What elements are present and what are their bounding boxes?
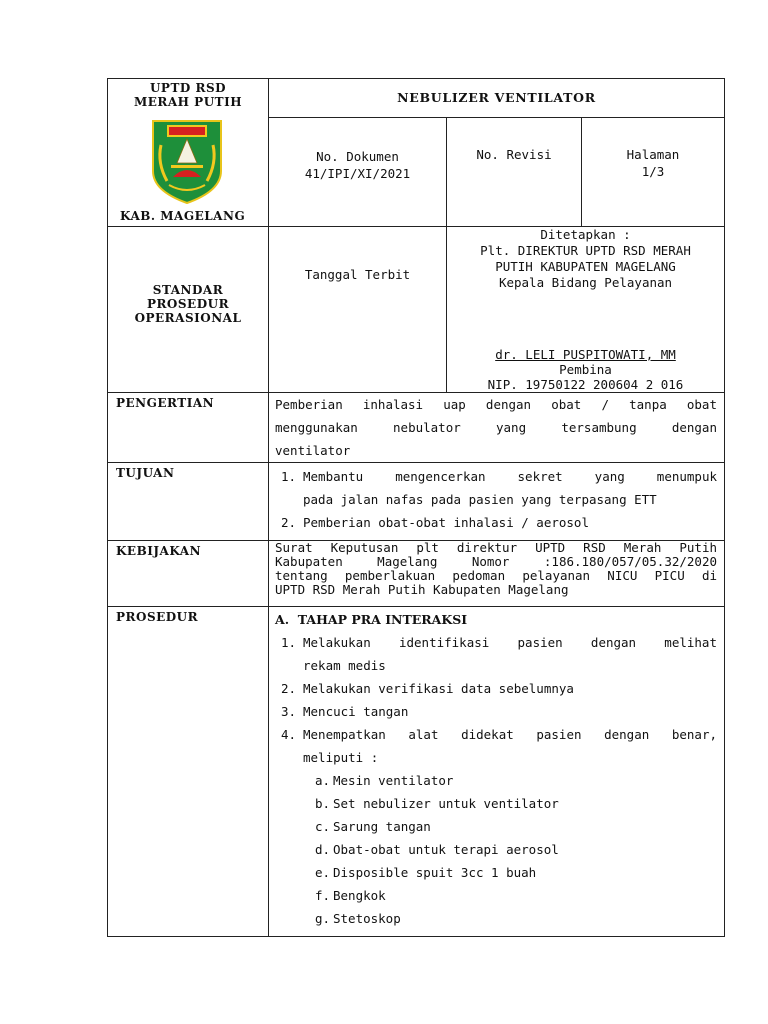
pengertian-line2: menggunakan nebulator yang tersambung dengan bbox=[275, 420, 717, 435]
section-letter: A. bbox=[275, 612, 290, 627]
doc-number-cell bbox=[269, 118, 447, 227]
list-item-line1: Pemberian obat-obat inhalasi / aerosol bbox=[303, 515, 589, 530]
prosedur-steps bbox=[275, 631, 717, 769]
approver-name: dr. LELI PUSPITOWATI, MM bbox=[495, 347, 676, 362]
section-heading bbox=[275, 609, 717, 631]
kebijakan-label: KEBIJAKAN bbox=[108, 541, 269, 607]
list-number: 1. bbox=[281, 635, 297, 650]
issue-date-cell bbox=[269, 227, 447, 393]
pengertian-label: PENGERTIAN bbox=[108, 393, 269, 463]
list-item bbox=[275, 815, 717, 838]
page-value: 1/3 bbox=[641, 164, 665, 179]
kebijakan-content bbox=[269, 541, 725, 607]
pengertian-content bbox=[269, 393, 725, 463]
list-item-text: Set nebulizer untuk ventilator bbox=[333, 796, 559, 811]
approver-position-line1: Plt. DIREKTUR UPTD RSD MERAH bbox=[480, 243, 691, 258]
list-letter: c. bbox=[315, 819, 331, 834]
approval-heading: Ditetapkan : bbox=[540, 227, 631, 242]
equipment-list bbox=[275, 769, 717, 930]
list-number: 4. bbox=[281, 727, 297, 742]
list-item bbox=[275, 907, 717, 930]
kebijakan-line2: Kabupaten Magelang Nomor :186.180/057/05.32/2020 bbox=[275, 554, 717, 569]
sop-label-line3: OPERASIONAL bbox=[134, 311, 242, 325]
approval-cell bbox=[447, 227, 725, 393]
prosedur-content bbox=[269, 607, 725, 937]
list-number: 1. bbox=[281, 469, 297, 484]
list-item-line1: Melakukan verifikasi data sebelumnya bbox=[303, 681, 574, 696]
list-item-line2: meliputi : bbox=[303, 750, 379, 765]
approver-rank: Pembina bbox=[559, 362, 612, 377]
doc-number-label: No. Dokumen bbox=[316, 149, 399, 164]
list-item-text: Bengkok bbox=[333, 888, 386, 903]
org-name-line1: UPTD RSD bbox=[149, 81, 227, 95]
tujuan-content bbox=[269, 463, 725, 541]
document-title: NEBULIZER VENTILATOR bbox=[269, 79, 725, 118]
list-number: 3. bbox=[281, 704, 297, 719]
list-item bbox=[275, 792, 717, 815]
list-item-line1: Membantu mengencerkan sekret yang menumpuk bbox=[303, 469, 717, 484]
list-item bbox=[275, 838, 717, 861]
sop-label-cell bbox=[108, 227, 269, 393]
list-item bbox=[275, 861, 717, 884]
list-item-text: Stetoskop bbox=[333, 911, 401, 926]
list-item bbox=[275, 700, 717, 723]
list-letter: f. bbox=[315, 888, 331, 903]
tujuan-label: TUJUAN bbox=[108, 463, 269, 541]
sop-table bbox=[107, 78, 725, 937]
list-letter: g. bbox=[315, 911, 331, 926]
list-item bbox=[275, 884, 717, 907]
list-letter: a. bbox=[315, 773, 331, 788]
kebijakan-line1: Surat Keputusan plt direktur UPTD RSD Merah Putih bbox=[275, 540, 717, 555]
list-item bbox=[275, 723, 717, 769]
issue-date-label: Tanggal Terbit bbox=[304, 267, 411, 282]
list-number: 2. bbox=[281, 681, 297, 696]
kebijakan-line4: UPTD RSD Merah Putih Kabupaten Magelang bbox=[275, 582, 569, 597]
revision-cell bbox=[447, 118, 582, 227]
pengertian-line3: ventilator bbox=[275, 443, 351, 458]
pengertian-line1: Pemberian inhalasi uap dengan obat / tanpa obat bbox=[275, 397, 717, 412]
list-letter: d. bbox=[315, 842, 331, 857]
list-item-text: Obat-obat untuk terapi aerosol bbox=[333, 842, 559, 857]
list-item bbox=[275, 631, 717, 677]
list-item-line1: Menempatkan alat didekat pasien dengan benar, bbox=[303, 727, 717, 742]
approver-nip: NIP. 19750122 200604 2 016 bbox=[487, 377, 684, 392]
section-title: TAHAP PRA INTERAKSI bbox=[297, 612, 468, 627]
sop-label-line1: STANDAR bbox=[152, 283, 224, 297]
list-item-line1: Melakukan identifikasi pasien dengan melihat bbox=[303, 635, 717, 650]
list-item-line2: pada jalan nafas pada pasien yang terpasang ETT bbox=[303, 492, 657, 507]
list-item bbox=[275, 769, 717, 792]
list-letter: e. bbox=[315, 865, 331, 880]
list-item bbox=[275, 465, 717, 511]
sop-document bbox=[107, 78, 724, 937]
revision-label: No. Revisi bbox=[476, 147, 552, 162]
list-item-line2: rekam medis bbox=[303, 658, 386, 673]
list-item bbox=[275, 511, 717, 534]
page-cell bbox=[582, 118, 725, 227]
prosedur-label: PROSEDUR bbox=[108, 607, 269, 937]
list-item-text: Sarung tangan bbox=[333, 819, 431, 834]
org-name bbox=[108, 81, 268, 109]
list-item bbox=[275, 677, 717, 700]
org-name-line2: MERAH PUTIH bbox=[133, 95, 243, 109]
sop-label-line2: PROSEDUR bbox=[146, 297, 230, 311]
list-item-line1: Mencuci tangan bbox=[303, 704, 409, 719]
kebijakan-line3: tentang pemberlakuan pedoman pelayanan NICU PICU di bbox=[275, 568, 717, 583]
approver-position-line3: Kepala Bidang Pelayanan bbox=[498, 275, 673, 290]
doc-number-value: 41/IPI/XI/2021 bbox=[304, 166, 411, 181]
kabupaten-label: KAB. MAGELANG bbox=[120, 209, 246, 223]
list-item-text: Mesin ventilator bbox=[333, 773, 454, 788]
page-label: Halaman bbox=[626, 147, 680, 162]
org-header-cell bbox=[108, 79, 269, 227]
tujuan-list bbox=[275, 465, 717, 534]
approver-position-line2: PUTIH KABUPATEN MAGELANG bbox=[495, 259, 676, 274]
list-number: 2. bbox=[281, 515, 297, 530]
magelang-emblem-logo bbox=[149, 119, 225, 208]
list-item-text: Disposible spuit 3cc 1 buah bbox=[333, 865, 537, 880]
list-letter: b. bbox=[315, 796, 331, 811]
